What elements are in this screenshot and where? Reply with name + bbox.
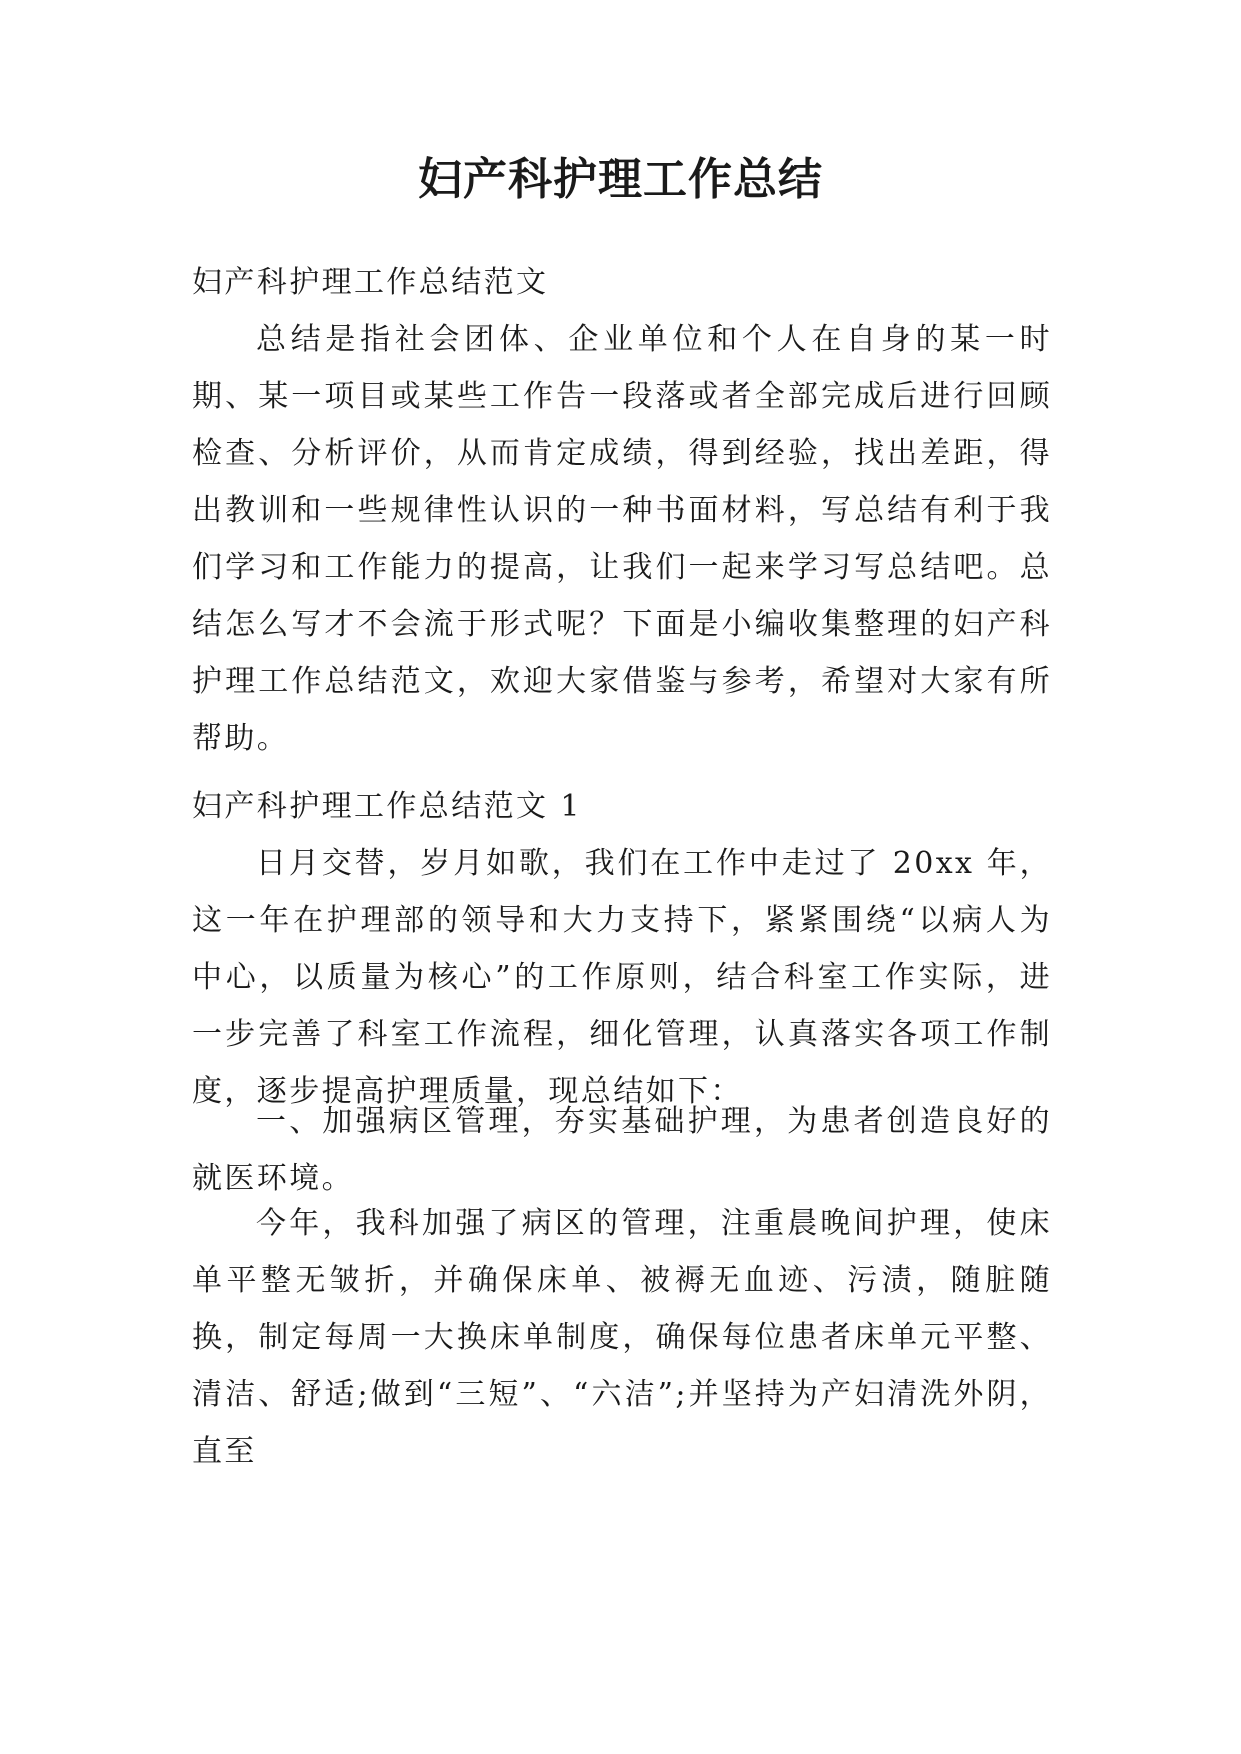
paragraph-summary-opening: 日月交替，岁月如歌，我们在工作中走过了 20xx 年，这一年在护理部的领导和大力支持下，紧紧围绕“以病人为中心，以质量为核心”的工作原则，结合科室工作实际，进一步完善了科室工作流程，细化管理，认真落实各项工作制度，逐步提高护理质量，现总结如下： xyxy=(192,846,1052,1109)
paragraph-ward-management: 今年，我科加强了病区的管理，注重晨晚间护理，使床单平整无皱折，并确保床单、被褥无血迹、污渍，随脏随换，制定每周一大换床单制度，确保每位患者床单元平整、清洁、舒适;做到“三短”、“六洁”;并坚持为产妇清洗外阴，直至 xyxy=(192,1206,1052,1469)
section-heading-sample-1: 妇产科护理工作总结范文 1 xyxy=(192,789,582,824)
document-title: 妇产科护理工作总结 xyxy=(418,154,823,205)
intro-paragraph: 总结是指社会团体、企业单位和个人在自身的某一时期、某一项目或某些工作告一段落或者全部完成后进行回顾检查、分析评价，从而肯定成绩，得到经验，找出差距，得出教训和一些规律性认识的一种书面材料，写总结有利于我们学习和工作能力的提高，让我们一起来学习写总结吧。总结怎么写才不会流于形式呢？下面是小编收集整理的妇产科护理工作总结范文，欢迎大家借鉴与参考，希望对大家有所帮助。 xyxy=(192,322,1052,756)
section-heading-sample: 妇产科护理工作总结范文 xyxy=(192,265,549,300)
paragraph-point-one-heading: 一、加强病区管理，夯实基础护理，为患者创造良好的就医环境。 xyxy=(192,1104,1052,1196)
